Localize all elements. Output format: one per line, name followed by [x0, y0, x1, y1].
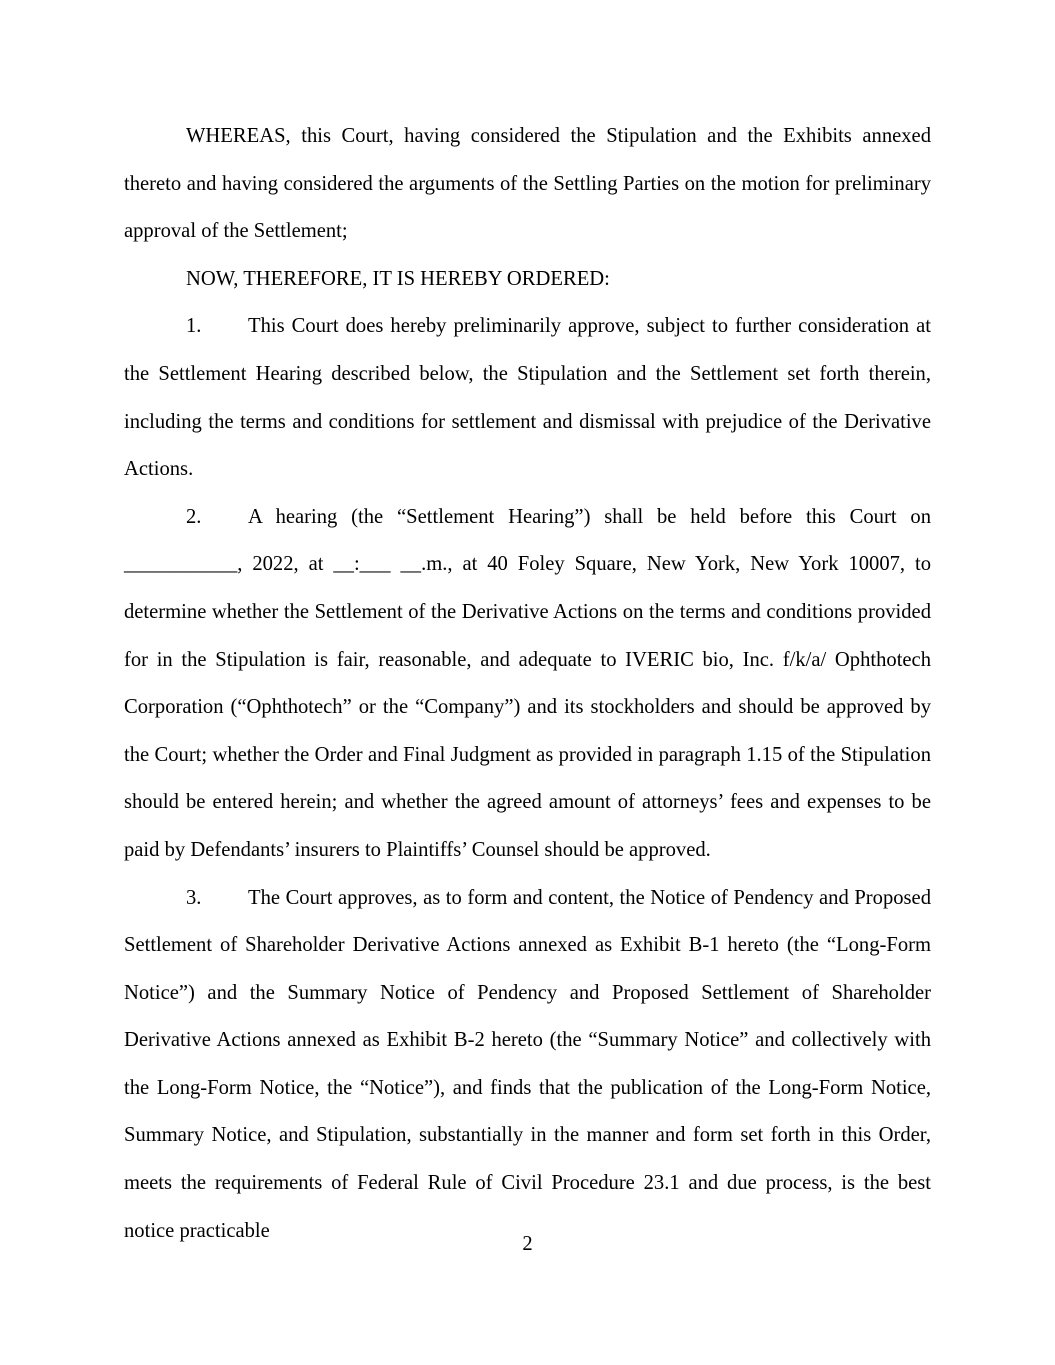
paragraph-text: A hearing (the “Settlement Hearing”) shall be held before this Court on ___________, 2022, at __:___ __.m., at 40 Foley Square, New York, New York 10007, to determine whether the Settlement of the Derivative Actions on the terms and conditions provided for in the Stipulation is fair, reasonable, and adequate to IVERIC bio, Inc. f/k/a/ Ophthotech Corporation (“Ophthotech” or the “Company”) and its stockholders and should be approved by the Court; whether the Order and Final Judgment as provided in paragraph 1.15 of the Stipulation should be entered herein; and whether the agreed amount of attorneys’ fees and expenses to be paid by Defendants’ insurers to Plaintiffs’ Counsel should be approved. [124, 505, 931, 861]
numbered-paragraph-1 [124, 303, 931, 493]
ordered-heading [124, 256, 931, 304]
paragraph-text: WHEREAS, this Court, having considered the Stipulation and the Exhibits annexed thereto and having considered the arguments of the Settling Parties on the motion for preliminary approval of the Settlement; [124, 125, 931, 243]
whereas-clause [124, 113, 931, 256]
paragraph-number: 2. [186, 505, 202, 528]
numbered-paragraph-3 [124, 875, 931, 1256]
paragraph-text: This Court does hereby preliminarily approve, subject to further consideration at the Settlement Hearing described below, the Stipulation and the Settlement set forth therein, including the terms and conditions for settlement and dismissal with prejudice of the Derivative Actions. [124, 315, 931, 481]
numbered-paragraph-2 [124, 494, 931, 875]
document-body [124, 113, 931, 1255]
paragraph-number: 3. [186, 886, 202, 909]
paragraph-text: The Court approves, as to form and content, the Notice of Pendency and Proposed Settlement of Shareholder Derivative Actions annexed as Exhibit B-1 hereto (the “Long-Form Notice”) and the Summary Notice of Pendency and Proposed Settlement of Shareholder Derivative Actions annexed as Exhibit B-2 hereto (the “Summary Notice” and collectively with the Long-Form Notice, the “Notice”), and finds that the publication of the Long-Form Notice, Summary Notice, and Stipulation, substantially in the manner and form set forth in this Order, meets the requirements of Federal Rule of Civil Procedure 23.1 and due process, is the best notice practicable [124, 886, 931, 1242]
paragraph-number: 1. [186, 315, 202, 338]
page-number: 2 [522, 1233, 533, 1255]
paragraph-text: NOW, THEREFORE, IT IS HEREBY ORDERED: [186, 267, 610, 290]
